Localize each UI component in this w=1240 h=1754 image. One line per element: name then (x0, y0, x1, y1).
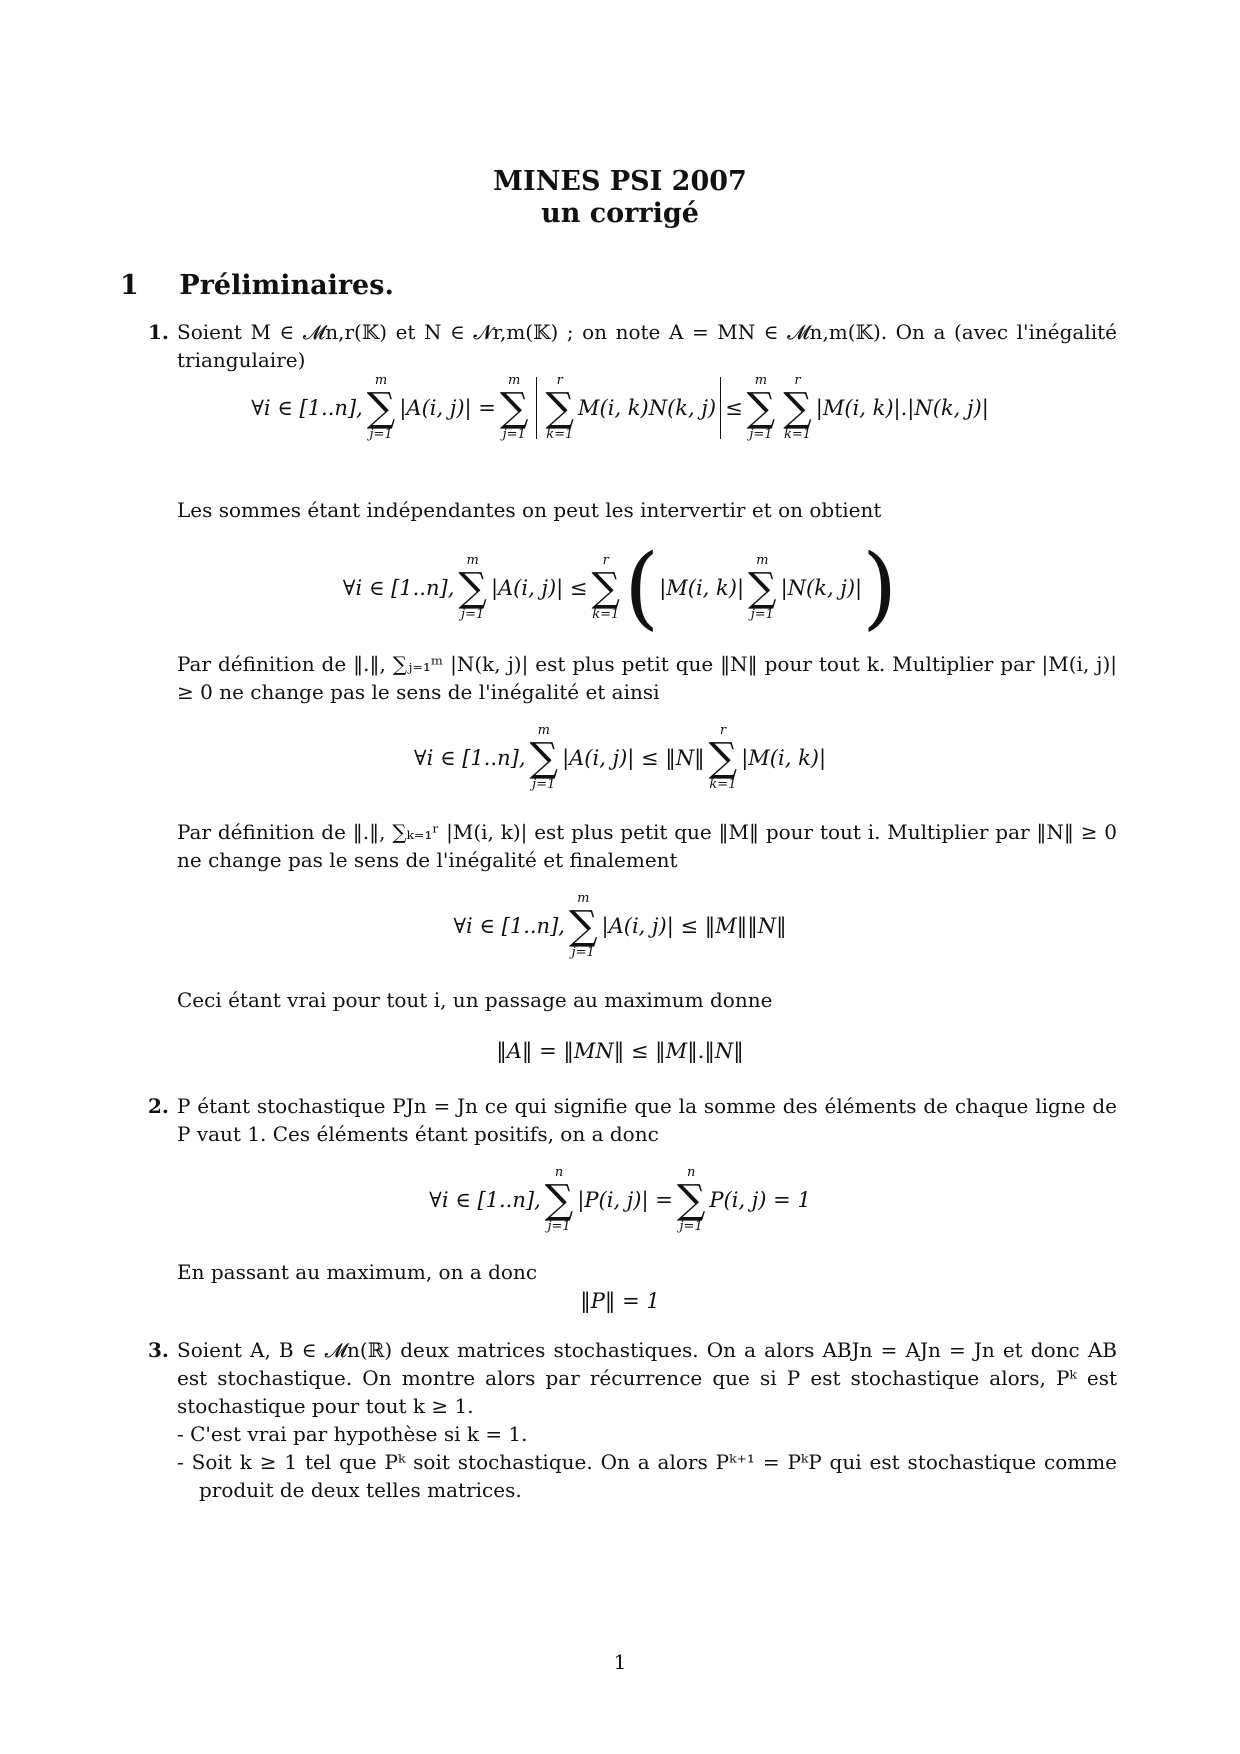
paragraph: Les sommes étant indépendantes on peut les intervertir et on obtient (177, 498, 882, 522)
item-label: 3. (148, 1338, 169, 1362)
sum-symbol: r ∑ k=1 (783, 373, 812, 442)
section-title: Préliminaires. (179, 270, 394, 301)
left-paren: ( (624, 534, 660, 640)
paragraph: En passant au maximum, on a donc (177, 1260, 538, 1284)
sum-symbol: m ∑ j=1 (568, 891, 598, 960)
sum-symbol: r ∑ k=1 (708, 723, 738, 792)
item-1 (148, 318, 1118, 374)
item-text: P étant stochastique PJn = Jn ce qui signifie que la somme des éléments de chaque ligne de P vaut 1. Ces éléments étant positifs, on a donc (177, 1094, 1117, 1146)
equation-2: ∀i ∈ [1..n], m ∑ j=1 |A(i, j)| ≤ r ∑ k=1 ( |M(i, k)| m ∑ j=1 |N(k, j)| ) (342, 534, 898, 640)
item-3 (148, 1336, 1118, 1420)
paragraph: Par définition de ‖.‖, ∑ⱼ₌₁ᵐ |N(k, j)| est plus petit que ‖N‖ pour tout k. Multiplier par |M(i, j)| ≥ 0 ne change pas le sens de l'inégalité et ainsi (177, 652, 1117, 704)
eq-forall: ∀i ∈ [1..n], (251, 396, 363, 420)
equation-3: ∀i ∈ [1..n], m ∑ j=1 |A(i, j)| ≤ ‖N‖ r ∑ k=1 |M(i, k)| (413, 723, 827, 792)
equation-1 (0, 368, 1240, 448)
paragraph: Par définition de ‖.‖, ∑ₖ₌₁ʳ |M(i, k)| est plus petit que ‖M‖ pour tout i. Multiplier par ‖N‖ ≥ 0 ne change pas le sens de l'inégalité et finalement (177, 820, 1117, 872)
eq-term: |M(i, k)|.|N(k, j)| (815, 396, 989, 420)
sum-symbol: m ∑ j=1 (746, 373, 776, 442)
equation-5: ‖A‖ = ‖MN‖ ≤ ‖M‖.‖N‖ (496, 1039, 744, 1063)
item-label: 2. (148, 1094, 169, 1118)
document-title: MINES PSI 2007 (493, 166, 747, 197)
equation-6: ∀i ∈ [1..n], n ∑ j=1 |P(i, j)| = n ∑ j=1 P(i, j) = 1 (429, 1165, 811, 1234)
sum-symbol: m ∑ j=1 (458, 552, 487, 622)
equation-7: ‖P‖ = 1 (580, 1289, 660, 1313)
list-item: - C'est vrai par hypothèse si k = 1. (177, 1422, 528, 1446)
item-text: Soient A, B ∈ 𝓜n(ℝ) deux matrices stochastiques. On a alors ABJn = AJn = Jn et donc AB est stochastique. On montre alors par récurrence que si P est stochastique alors, Pᵏ est stochastique pour tout k ≥ 1. (177, 1338, 1117, 1418)
eq-term: ≤ (725, 396, 743, 420)
item-2 (148, 1092, 1118, 1148)
sum-symbol: m ∑ j=1 (748, 552, 777, 622)
item-text: Soient M ∈ 𝓜n,r(𝕂) et N ∈ 𝓝r,m(𝕂) ; on note A = MN ∈ 𝓜n,m(𝕂). On a (avec l'inégalité triangulaire) (177, 320, 1117, 372)
sum-symbol: m ∑ j=1 (529, 723, 559, 792)
right-paren: ) (862, 534, 898, 640)
sum-symbol: n ∑ j=1 (676, 1165, 706, 1234)
abs-bar (536, 377, 537, 439)
eq-term: |A(i, j)| = (399, 396, 496, 420)
sum-symbol: n ∑ j=1 (544, 1165, 574, 1234)
item-label: 1. (148, 320, 169, 344)
sum-symbol: m ∑ j=1 (366, 373, 396, 442)
page-number: 1 (613, 1650, 627, 1674)
equation-4: ∀i ∈ [1..n], m ∑ j=1 |A(i, j)| ≤ ‖M‖‖N‖ (453, 891, 787, 960)
list-item: - Soit k ≥ 1 tel que Pᵏ soit stochastique. On a alors Pᵏ⁺¹ = PᵏP qui est stochastique comme produit de deux telles matrices. (177, 1450, 1117, 1502)
abs-bar (720, 377, 721, 439)
section-number: 1 (120, 270, 139, 301)
sum-symbol: r ∑ k=1 (545, 373, 575, 442)
document-subtitle: un corrigé (541, 198, 699, 229)
sum-symbol: r ∑ k=1 (591, 552, 621, 622)
section-heading (120, 270, 394, 301)
eq-term: M(i, k)N(k, j) (578, 396, 717, 420)
paragraph: Ceci étant vrai pour tout i, un passage au maximum donne (177, 988, 773, 1012)
sum-symbol: m ∑ j=1 (499, 373, 529, 442)
